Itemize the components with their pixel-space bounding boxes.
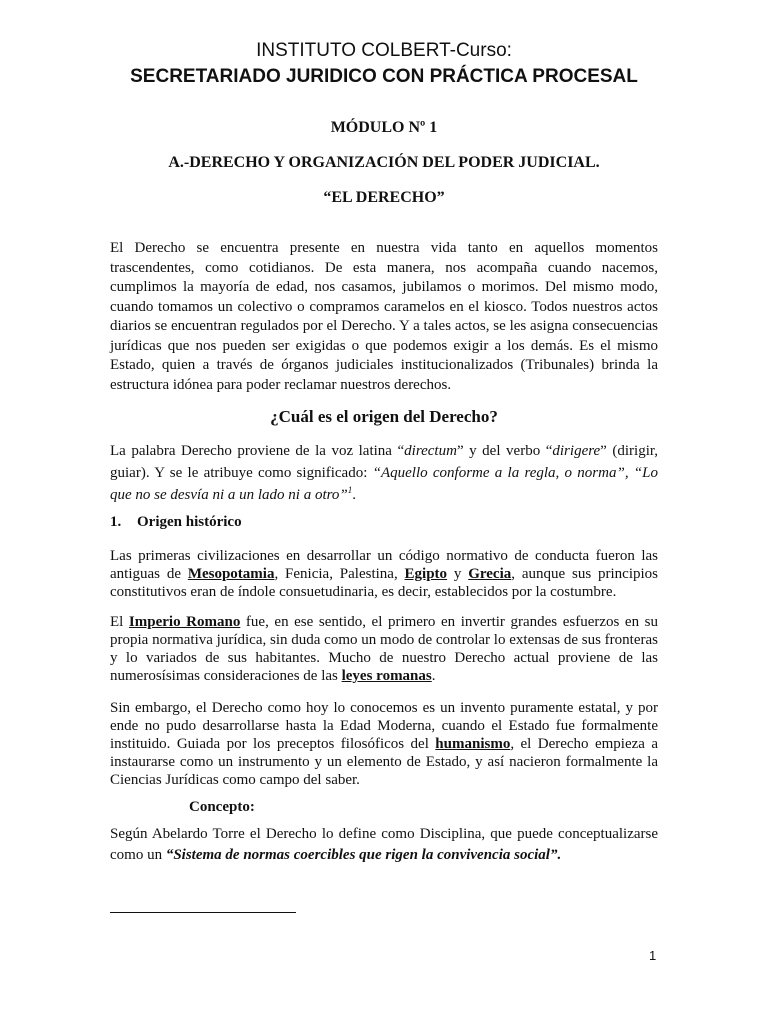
history-paragraph-2: El Imperio Romano fue, en ese sentido, el primero en invertir grandes esfuerzos en su propia normativa jurídica, sin duda como un modo de controlar lo extensas de sus fronteras y lo variados de sus habitantes. Mucho de nuestro Derecho actual proviene de las numerosísimas consideraciones de las leyes romanas. xyxy=(110,614,658,684)
page-number: 1 xyxy=(649,948,657,963)
meaning-quote: “Aquello conforme a la regla, o norma”, “Lo que no se desvía ni a un lado ni a otro” xyxy=(110,465,658,503)
section-number: 1. xyxy=(110,514,122,530)
module-title: MÓDULO Nº 1 xyxy=(330,119,438,136)
header-institute: INSTITUTO COLBERT-Curso: xyxy=(256,40,512,61)
latin-term-directum: directum xyxy=(404,443,457,459)
section-heading-text: Origen histórico xyxy=(137,514,242,530)
history-paragraph-3: Sin embargo, el Derecho como hoy lo conocemos es un invento puramente estatal, y por ende no pudo desarrollarse hasta la Edad Moderna, cuando el Estado fue formalmente instituido. Guiada por los preceptos filosóficos del humanismo, el Derecho empieza a instaurarse como un instrumento y un elemento de Estado, y así nacieron formalmente la Ciencias Jurídicas como campo del saber. xyxy=(110,700,658,788)
history-paragraph-1: Las primeras civilizaciones en desarrollar un código normativo de conducta fueron las antiguas de Mesopotamia, Fenicia, Palestina, Egipto y Grecia, aunque sus principios constitutivos eran de índole consuetudinaria, es decir, establecidos por la costumbre. xyxy=(110,548,658,600)
header-course: SECRETARIADO JURIDICO CON PRÁCTICA PROCESAL xyxy=(130,66,638,87)
intro-paragraph: El Derecho se encuentra presente en nuestra vida tanto en aquellos momentos trascendentes, como cotidianos. De esta manera, nos acompaña cuando nacemos, cumplimos la mayoría de edad, nos casamos, jubilamos o morimos. Del mismo modo, cuando tomamos un colectivo o compramos caramelos en el kiosco. Todos nuestros actos diarios se encuentran regulados por el Derecho. Y a tales actos, se les asigna consecuencias jurídicas que nos pueden ser exigidas o que podemos exigir a los demás. Es el mismo Estado, quien a través de órganos judiciales institucionalizados (Tribunales) brinda la estructura idónea para poder reclamar nuestros derechos. xyxy=(110,240,658,393)
subtitle: “EL DERECHO” xyxy=(323,189,445,206)
concept-paragraph: Según Abelardo Torre el Derecho lo define como Disciplina, que puede conceptualizarse como un “Sistema de normas coercibles que rigen la convivencia social”. xyxy=(110,826,658,863)
footnote-separator xyxy=(110,912,296,913)
section-title: A.-DERECHO Y ORGANIZACIÓN DEL PODER JUDICIAL. xyxy=(168,154,600,171)
link-grecia[interactable]: Grecia xyxy=(468,566,512,582)
latin-term-dirigere: dirigere xyxy=(552,443,601,459)
link-egipto[interactable]: Egipto xyxy=(404,566,448,582)
concept-definition-quote: “Sistema de normas coercibles que rigen la convivencia social”. xyxy=(165,847,562,863)
history-heading xyxy=(110,514,242,531)
link-imperio-romano[interactable]: Imperio Romano xyxy=(128,614,241,630)
link-leyes-romanas[interactable]: leyes romanas xyxy=(341,668,432,684)
etymology-paragraph: La palabra Derecho proviene de la voz latina “directum” y del verbo “dirigere” (dirigir, guiar). Y se le atribuye como significado: “Aquello conforme a la regla, o norma”, “Lo que no se desvía ni a un lado ni a otro”$^1$. xyxy=(110,443,659,503)
concept-heading: Concepto: xyxy=(189,799,255,815)
link-humanismo[interactable]: humanismo xyxy=(435,736,511,752)
link-mesopotamia[interactable]: Mesopotamia xyxy=(187,566,275,582)
origin-heading: ¿Cuál es el origen del Derecho? xyxy=(270,407,498,426)
footnote-marker[interactable]: 1 xyxy=(347,485,353,495)
